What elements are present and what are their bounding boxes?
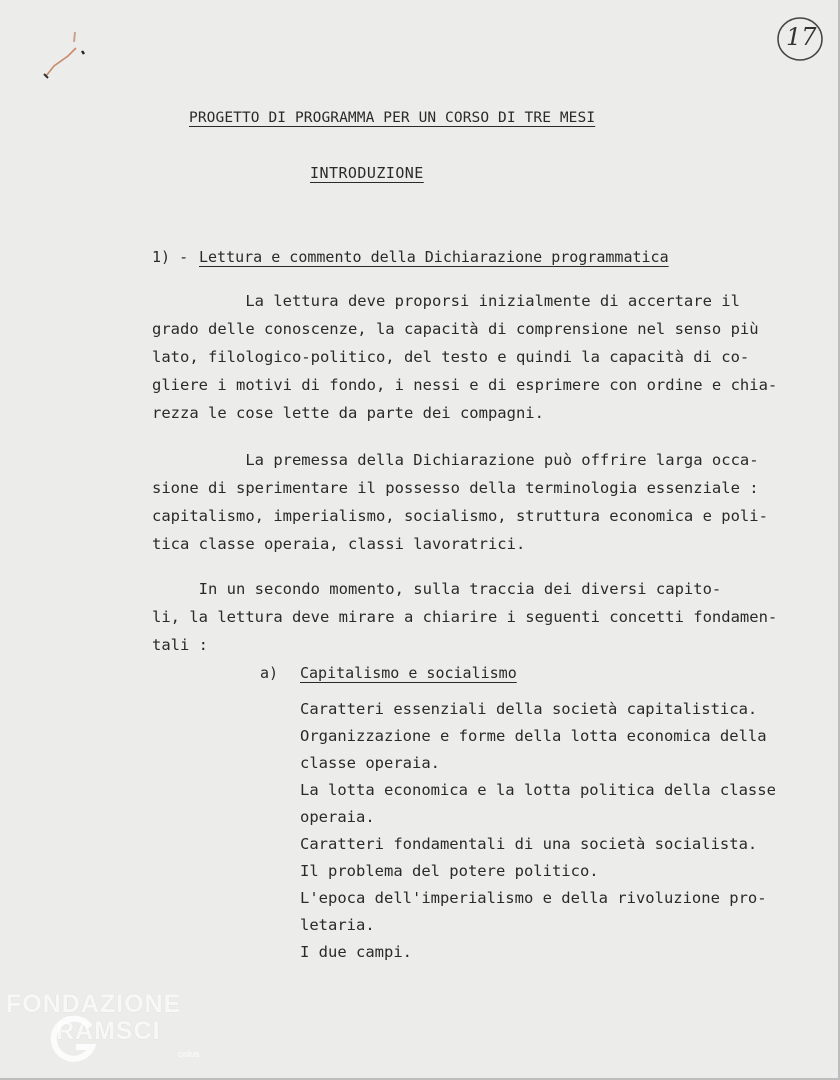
logo-line1: FONDAZIONE — [6, 990, 182, 1018]
section-title: Lettura e commento della Dichiarazione programmatica — [199, 248, 669, 266]
pencil-mark-icon — [40, 28, 90, 83]
body-line: In un secondo momento, sulla traccia dei diversi capito- — [152, 580, 722, 598]
page-number: 17 — [786, 23, 817, 51]
list-line: Il problema del potere politico. — [300, 862, 599, 880]
list-line: Caratteri fondamentali di una società socialista. — [300, 835, 758, 853]
subsection-letter: a) — [260, 664, 279, 682]
list-line: La lotta economica e la lotta politica della classe — [300, 781, 776, 799]
body-line: tali : — [152, 636, 208, 654]
body-line: rezza le cose lette da parte dei compagni. — [152, 404, 544, 422]
logo-line2: RAMSCI — [56, 1017, 161, 1045]
list-line: classe operaia. — [300, 754, 440, 772]
logo-g-icon — [46, 1013, 100, 1067]
body-line: La premessa della Dichiarazione può offrire larga occa- — [152, 451, 759, 469]
list-line: Organizzazione e forme della lotta economica della — [300, 727, 767, 745]
section-heading: INTRODUZIONE — [310, 164, 424, 182]
body-line: gliere i motivi di fondo, i nessi e di esprimere con ordine e chia- — [152, 376, 778, 394]
section-number: 1) - — [152, 248, 189, 266]
logo-line2-wrapper — [56, 1017, 181, 1046]
list-line: L'epoca dell'imperialismo e della rivoluzione pro- — [300, 889, 767, 907]
list-line: letaria. — [300, 916, 375, 934]
body-line: lato, filologico-politico, del testo e quindi la capacità di co- — [152, 348, 750, 366]
body-line: sione di sperimentare il possesso della terminologia essenziale : — [152, 479, 759, 497]
list-line: I due campi. — [300, 943, 412, 961]
list-line: Caratteri essenziali della società capitalistica. — [300, 700, 758, 718]
fondazione-gramsci-logo — [6, 990, 181, 1046]
subsection-title: Capitalismo e socialismo — [300, 664, 517, 682]
logo-onlus: onlus — [178, 1049, 200, 1059]
body-line: capitalismo, imperialismo, socialismo, struttura economica e poli- — [152, 507, 768, 525]
body-line: li, la lettura deve mirare a chiarire i seguenti concetti fondamen- — [152, 608, 778, 626]
document-title: PROGETTO DI PROGRAMMA PER UN CORSO DI TRE MESI — [189, 110, 596, 126]
list-line: operaia. — [300, 808, 375, 826]
body-line: grado delle conoscenze, la capacità di comprensione nel senso più — [152, 320, 759, 338]
body-line: tica classe operaia, classi lavoratrici. — [152, 535, 526, 553]
body-line: La lettura deve proporsi inizialmente di accertare il — [152, 292, 740, 310]
